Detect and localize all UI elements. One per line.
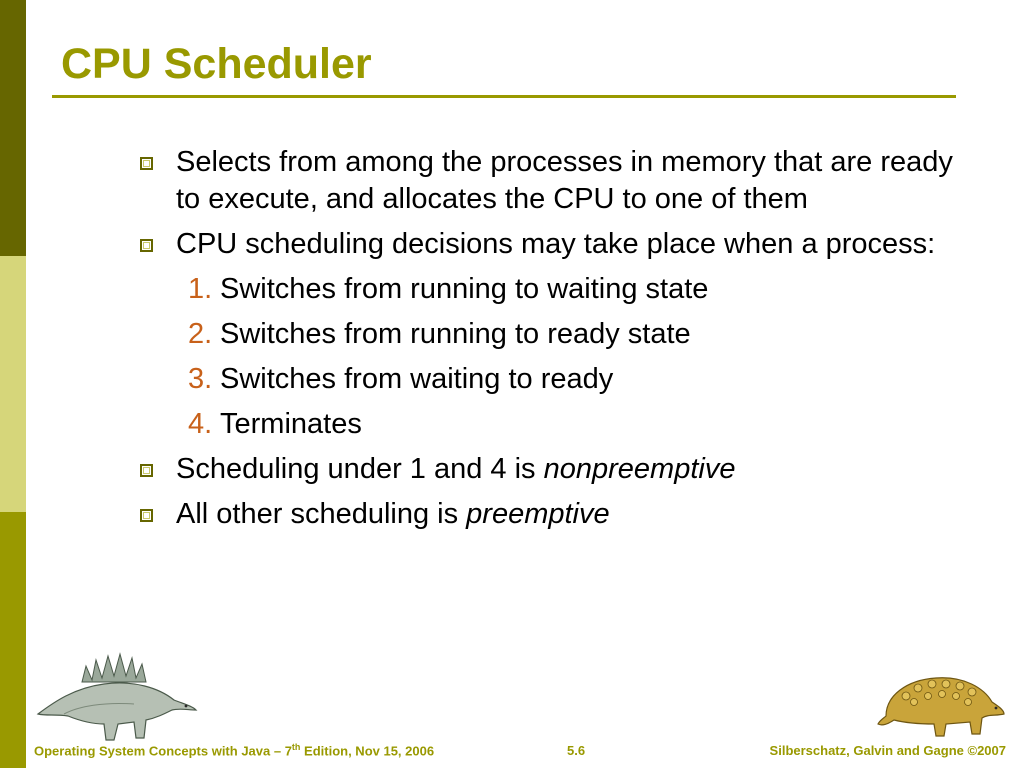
square-bullet-icon [140, 157, 153, 170]
bullet-item [136, 226, 976, 263]
bullet-item [136, 496, 976, 533]
slide-title: CPU Scheduler [61, 40, 372, 88]
title-divider [52, 95, 956, 98]
footer-edition-text: Edition, Nov 15, 2006 [300, 743, 435, 758]
item-number: 4. [188, 408, 213, 440]
ankylosaurus-icon [876, 666, 1006, 738]
item-text: Switches from running to ready state [220, 318, 691, 350]
bullet-emphasis: preemptive [466, 498, 610, 530]
bullet-item [136, 144, 976, 218]
stegosaurus-icon [34, 644, 199, 744]
square-bullet-icon [140, 509, 153, 522]
numbered-item [136, 271, 976, 308]
footer-book-title [34, 742, 434, 758]
bullet-item [136, 451, 976, 488]
item-text: Switches from running to waiting state [220, 273, 709, 305]
side-strip-top [0, 0, 26, 256]
item-number: 1. [188, 273, 213, 305]
numbered-item [136, 406, 976, 443]
bullet-text: All other scheduling is [176, 498, 467, 530]
bullet-emphasis: nonpreemptive [543, 453, 736, 485]
footer-authors: Silberschatz, Galvin and Gagne ©2007 [769, 743, 1006, 758]
footer-page-number: 5.6 [567, 743, 586, 758]
item-text: Switches from waiting to ready [220, 363, 614, 395]
numbered-item [136, 316, 976, 353]
square-bullet-icon [140, 464, 153, 477]
bullet-text: Selects from among the processes in memory that are ready to execute, and allocates the CPU to one of them [176, 146, 953, 215]
side-strip-middle [0, 256, 26, 512]
numbered-item [136, 361, 976, 398]
item-number: 2. [188, 318, 213, 350]
bullet-text: CPU scheduling decisions may take place when a process: [176, 228, 936, 260]
footer-book-title-text: Operating System Concepts with Java – 7 [34, 743, 292, 758]
item-number: 3. [188, 363, 213, 395]
slide-content [136, 144, 976, 541]
footer-superscript: th [291, 741, 301, 752]
bullet-text: Scheduling under 1 and 4 is [176, 453, 544, 485]
square-bullet-icon [140, 239, 153, 252]
side-strip-bottom [0, 512, 26, 768]
item-text: Terminates [220, 408, 362, 440]
